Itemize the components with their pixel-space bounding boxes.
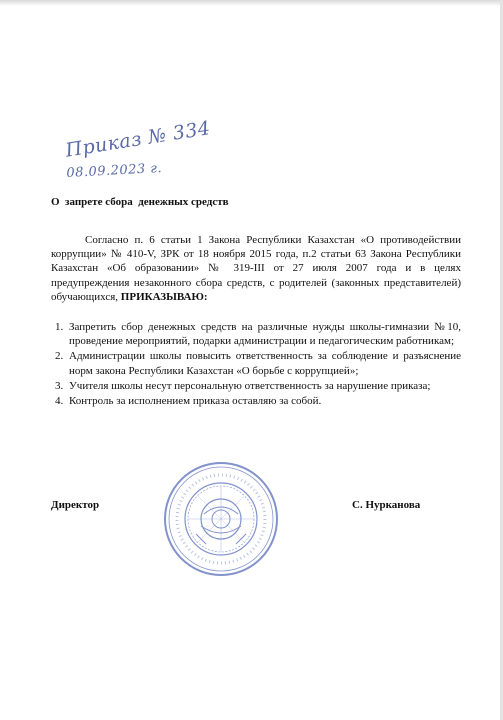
handwritten-order-date: 08.09.2023 г. xyxy=(66,160,163,181)
order-item-number: 4. xyxy=(55,395,64,408)
order-item-text: Учителя школы несут персональную ответственность за нарушение приказа; xyxy=(69,379,431,392)
order-item-number: 2. xyxy=(55,350,64,363)
order-item xyxy=(51,349,461,377)
intro-paragraph xyxy=(51,233,461,304)
signature-position: Директор xyxy=(51,499,100,511)
handwritten-order-number: Приказ № 334 xyxy=(64,117,212,162)
official-seal-icon xyxy=(162,460,280,578)
order-item-text: Контроль за исполнением приказа оставляю за собой. xyxy=(69,395,322,408)
order-item-text: Администрации школы повысить ответственность за соблюдение и разъяснение норм закона Республики Казахстан «О борьбе с коррупцией»; xyxy=(69,350,461,377)
order-item-number: 1. xyxy=(55,321,64,333)
signature-name: С. Нурканова xyxy=(352,499,421,511)
document-title: О запрете сбора денежных средств xyxy=(51,196,229,208)
intro-emphasis: ПРИКАЗЫВАЮ: xyxy=(120,290,208,303)
order-list xyxy=(51,320,461,409)
order-item xyxy=(51,320,461,348)
handwritten-order-note xyxy=(60,117,212,190)
order-item-number: 3. xyxy=(55,379,64,392)
order-item-text: Запретить сбор денежных средств на различные нужды школы-гимназии №10, проведение мероприятий, подарки администрации и педагогическим работникам; xyxy=(69,321,461,348)
order-item xyxy=(51,379,461,393)
order-item xyxy=(51,394,461,408)
scan-edge-top xyxy=(0,0,503,6)
intro-text: Согласно п. 6 статьи 1 Закона Республики Казахстан «О противодействии коррупции» № 410-V, ЗРК от 18 ноября 2015 года, п.2 статьи 63 Закона Республики Казахстан «Об образовании» № 319-III от 27 июля 2007 года и в целях предупреждения незаконного сбора средств, с родителей (законных представителей) обучающихся, xyxy=(51,234,461,303)
